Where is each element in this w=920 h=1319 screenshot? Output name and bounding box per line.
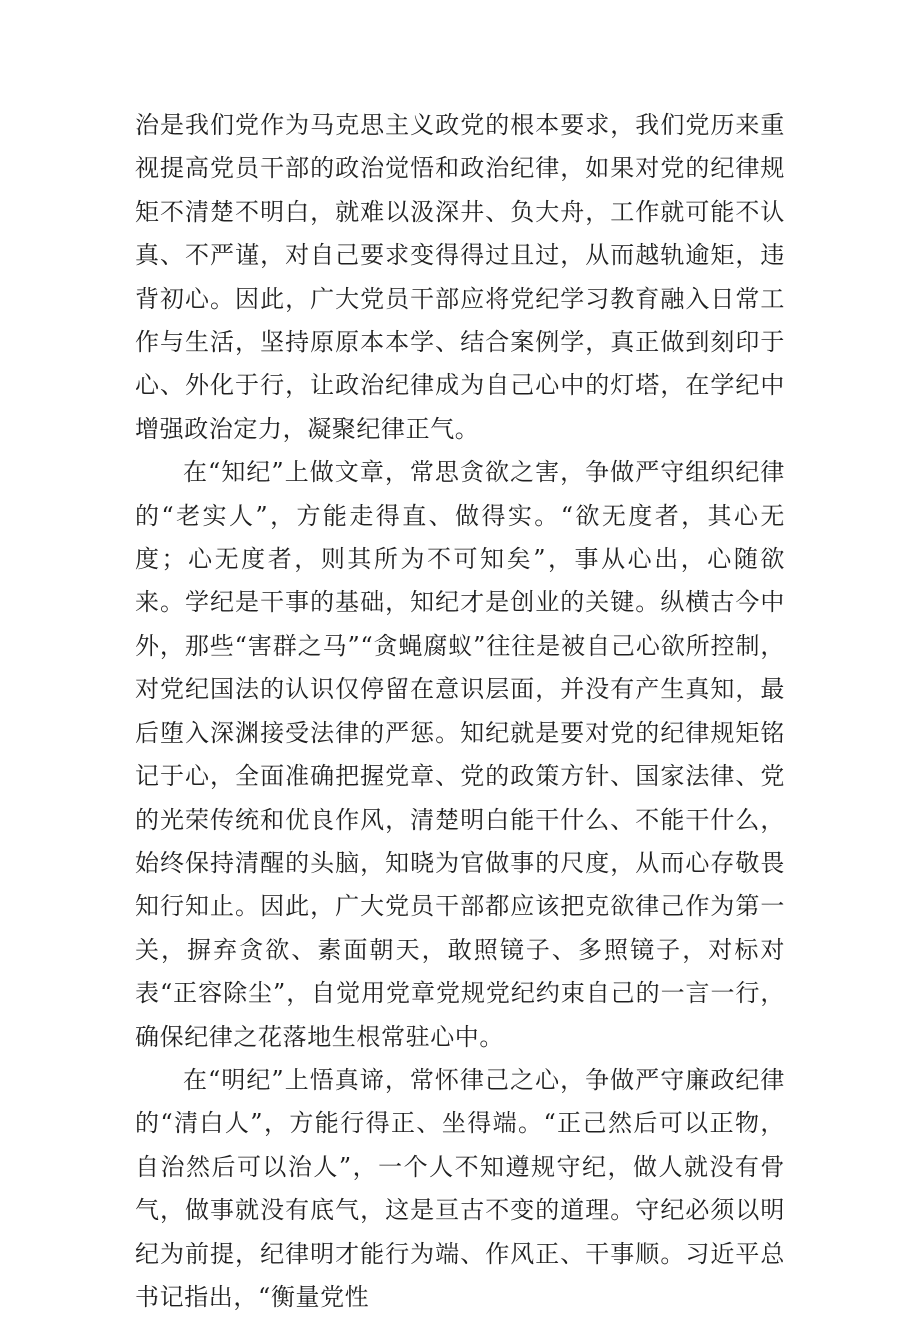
paragraph-understand-discipline: 在“明纪”上悟真谛，常怀律己之心，争做严守廉政纪律的“清白人”，方能行得正、坐得端。“正己然后可以正物，自治然后可以治人”，一个人不知遵规守纪，做人就没有骨气，做事就没有底气，这是亘古不变的道理。守纪必须以明纪为前提，纪律明才能行为端、作风正、干事顺。习近平总书记指出，“衡量党性 — [135, 1065, 785, 1311]
paragraph-know-discipline: 在“知纪”上做文章，常思贪欲之害，争做严守组织纪律的“老实人”，方能走得直、做得实。“欲无度者，其心无度；心无度者，则其所为不可知矣”，事从心出，心随欲来。学纪是干事的基础，知纪才是创业的关键。纵横古今中外，那些“害群之马”“贪蝇腐蚁”往往是被自己心欲所控制，对党纪国法的认识仅停留在意识层面，并没有产生真知，最后堕入深渊接受法律的严惩。知纪就是要对党的纪律规矩铭记于心，全面准确把握党章、党的政策方针、国家法律、党的光荣传统和优良作风，清楚明白能干什么、不能干什么，始终保持清醒的头脑，知晓为官做事的尺度，从而心存敬畏知行知止。因此，广大党员干部都应该把克欲律己作为第一关，摒弃贪欲、素面朝天，敢照镜子、多照镜子，对标对表“正容除尘”，自觉用党章党规党纪约束自己的一言一行，确保纪律之花落地生根常驻心中。 — [135, 458, 785, 1051]
document-body — [135, 104, 785, 1319]
paragraph-political-discipline: 治是我们党作为马克思主义政党的根本要求，我们党历来重视提高党员干部的政治觉悟和政治纪律，如果对党的纪律规矩不清楚不明白，就难以汲深井、负大舟，工作就可能不认真、不严谨，对自己要求变得得过且过，从而越轨逾矩，违背初心。因此，广大党员干部应将党纪学习教育融入日常工作与生活，坚持原原本本学、结合案例学，真正做到刻印于心、外化于行，让政治纪律成为自己心中的灯塔，在学纪中增强政治定力，凝聚纪律正气。 — [135, 111, 785, 443]
